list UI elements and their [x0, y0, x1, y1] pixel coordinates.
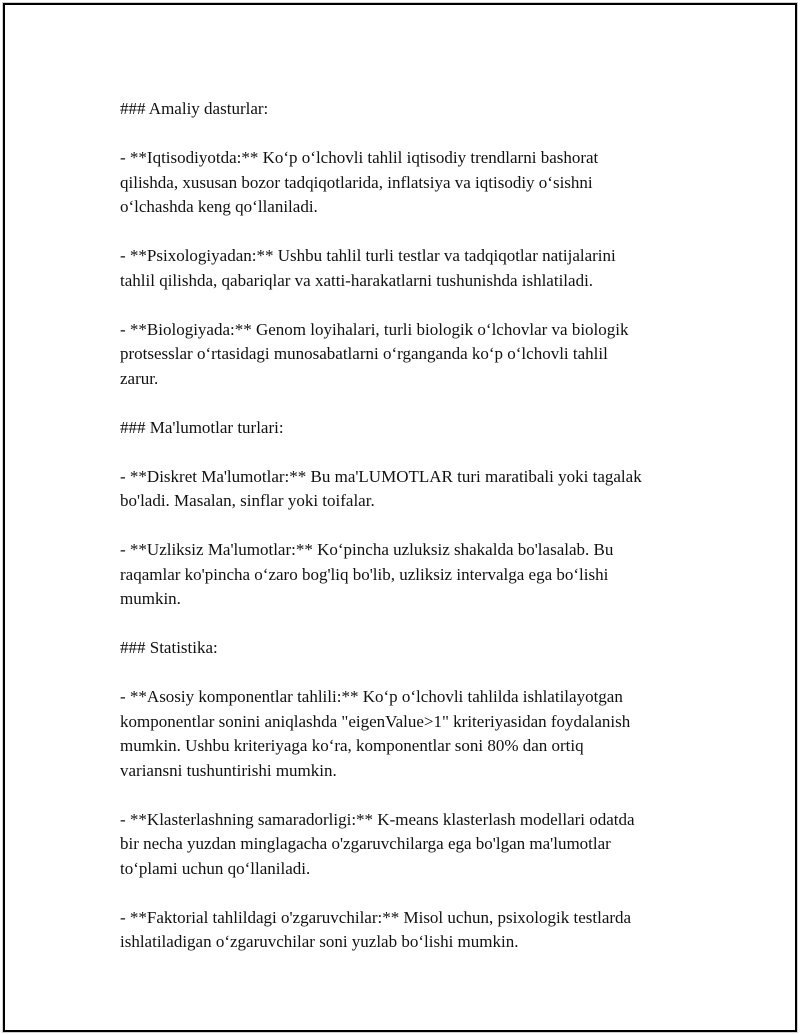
- list-item-factor-variables: - **Faktorial tahlildagi o'zgaruvchilar:** Misol uchun, psixologik testlarda ishlatiladigan o‘zgaruvchilar soni yuzlab bo‘lishi mumkin.: [120, 907, 632, 951]
- list-item-discrete-data: - **Diskret Ma'lumotlar:** Bu ma'LUMOTLAR turi maratibali yoki tagalak bo'ladi. Masalan, sinflar yoki toifalar.: [120, 466, 642, 510]
- section-heading-applications: ### Amaliy dasturlar:: [120, 99, 269, 118]
- section-heading-data-types: ### Ma'lumotlar turlari:: [120, 417, 284, 437]
- list-item-pca: - **Asosiy komponentlar tahlili:** Ko‘p o‘lchovli tahlilda ishlatilayotgan komponentlar sonini aniqlashda "eigenValue>1" kriteriyasidan foydalanish mumkin. Ushbu kriteriyaga ko‘ra, komponentlar soni 80% dan ortiq variansni tushuntirishi mumkin.: [120, 687, 631, 780]
- document-page: [3, 3, 797, 1032]
- document-body: [120, 97, 690, 955]
- list-item-economics: - **Iqtisodiyotda:** Ko‘p o‘lchovli tahlil iqtisodiy trendlarni bashorat qilishda, xususan bozor tadqiqotlarida, inflatsiya va iqtisodiy o‘sishni o‘lchashda keng qo‘llaniladi.: [120, 148, 599, 216]
- list-item-clustering: - **Klasterlashning samaradorligi:** K-means klasterlash modellari odatda bir necha yuzdan minglagacha o'zgaruvchilarga ega bo'lgan ma'lumotlar to‘plami uchun qo‘llaniladi.: [120, 809, 635, 878]
- section-heading-statistics: ### Statistika:: [120, 638, 218, 657]
- list-item-psychology: - **Psixologiyadan:** Ushbu tahlil turli testlar va tadqiqotlar natijalarini tahlil qilishda, qabariqlar va xatti-harakatlarni tushunishda ishlatiladi.: [120, 246, 616, 290]
- list-item-biology: - **Biologiyada:** Genom loyihalari, turli biologik o‘lchovlar va biologik protsesslar o‘rtasidagi munosabatlarni o‘rganganda ko‘p o‘lchovli tahlil zarur.: [120, 319, 629, 388]
- list-item-continuous-data: - **Uzliksiz Ma'lumotlar:** Ko‘pincha uzluksiz shakalda bo'lasalab. Bu raqamlar ko'pincha o‘zaro bog'liq bo'lib, uzliksiz intervalga ega bo‘lishi mumkin.: [120, 540, 614, 608]
